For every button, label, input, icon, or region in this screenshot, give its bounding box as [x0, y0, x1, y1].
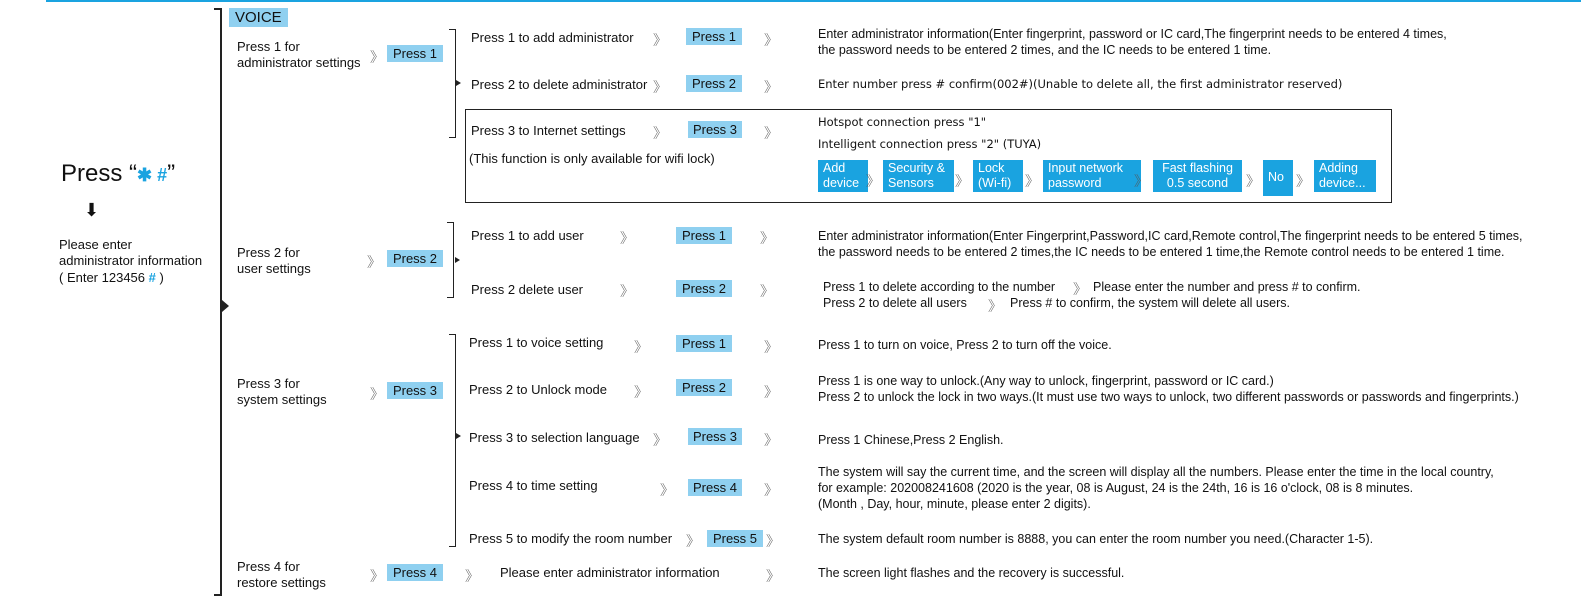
- step-input-password: Input network password: [1043, 160, 1141, 192]
- main-bracket-arrow-icon: [222, 300, 229, 312]
- user-add-desc1: Enter administrator information(Enter Fingerprint,Password,IC card,Remote control,The fingerprint needs to be entered 5 times,: [818, 229, 1523, 243]
- chevron-icon: 》: [465, 568, 476, 584]
- admin-add-desc1: Enter administrator information(Enter fingerprint, password or IC card,The fingerprint needs to be entered 4 times,: [818, 27, 1447, 41]
- chevron-icon: 》: [653, 32, 664, 48]
- chevron-icon: 》: [1025, 173, 1036, 189]
- step-security-sensors: Security & Sensors: [883, 160, 954, 192]
- system-time-press-button[interactable]: Press 4: [688, 479, 742, 496]
- chevron-icon: 》: [764, 432, 775, 448]
- admin-bracket-arrow-icon: [456, 80, 461, 86]
- group-user-press-button[interactable]: Press 2: [387, 250, 443, 267]
- enter-info-line3: ( Enter 123456 # ): [59, 270, 164, 285]
- user-delete-number-confirm: Please enter the number and press # to confirm.: [1093, 280, 1361, 294]
- user-bracket-arrow-icon: [455, 257, 460, 263]
- chevron-icon: 》: [764, 125, 775, 141]
- chevron-icon: 》: [764, 384, 775, 400]
- system-voice-label: Press 1 to voice setting: [469, 335, 604, 350]
- system-time-desc1: The system will say the current time, and the screen will display all the numbers. Please enter the time in the local country,: [818, 465, 1494, 479]
- admin-bracket-bottom: [449, 137, 456, 138]
- group-admin-label2: administrator settings: [237, 55, 361, 70]
- step-fast-flashing: Fast flashing 0.5 second: [1153, 160, 1242, 192]
- group-admin-press-button[interactable]: Press 1: [387, 45, 443, 62]
- user-add-desc2: the password needs to be entered 2 times,the IC needs to be entered 1 time,the Remote control needs to be entered 1 time.: [818, 245, 1505, 259]
- chevron-icon: 》: [620, 230, 631, 246]
- chevron-icon: 》: [370, 568, 381, 584]
- system-unlock-label: Press 2 to Unlock mode: [469, 382, 608, 397]
- admin-internet-label: Press 3 to Internet settings: [471, 123, 626, 138]
- enter-info-line1: Please enter: [59, 237, 132, 252]
- top-border: [46, 0, 1581, 2]
- main-bracket-top: [214, 8, 222, 10]
- user-bracket-top: [447, 222, 454, 223]
- chevron-icon: 》: [1246, 173, 1257, 189]
- chevron-icon: 》: [370, 386, 381, 402]
- chevron-icon: 》: [370, 49, 381, 65]
- user-delete-number-text: Press 1 to delete according to the number: [823, 280, 1056, 294]
- system-voice-desc: Press 1 to turn on voice, Press 2 to turn off the voice.: [818, 338, 1112, 352]
- chevron-icon: 》: [955, 173, 966, 189]
- system-unlock-desc2: Press 2 to unlock the lock in two ways.(It must use two ways to unlock, two different passwords or passwords and fingerprints.): [818, 390, 1519, 404]
- voice-label: VOICE: [229, 8, 288, 27]
- admin-add-press-button[interactable]: Press 1: [686, 28, 742, 45]
- system-bracket-vertical: [455, 334, 456, 547]
- system-bracket-top: [449, 334, 456, 335]
- hotspot-connection-text: Hotspot connection press "1": [818, 115, 987, 129]
- group-system-press-button[interactable]: Press 3: [387, 382, 443, 399]
- system-language-press-button[interactable]: Press 3: [688, 428, 742, 445]
- group-system-label1: Press 3 for: [237, 376, 300, 391]
- step-adding-device: Adding device...: [1314, 160, 1376, 192]
- restore-desc: The screen light flashes and the recovery is successful.: [818, 566, 1125, 580]
- user-delete-all-text: Press 2 to delete all users: [823, 296, 967, 310]
- chevron-icon: 》: [653, 432, 664, 448]
- group-admin-label1: Press 1 for: [237, 39, 300, 54]
- chevron-icon: 》: [764, 79, 775, 95]
- wifi-only-note: (This function is only available for wifi lock): [469, 151, 715, 166]
- down-arrow-icon: ⬇: [84, 200, 100, 220]
- system-language-desc: Press 1 Chinese,Press 2 English.: [818, 433, 1004, 447]
- group-user-label2: user settings: [237, 261, 311, 276]
- system-language-label: Press 3 to selection language: [469, 430, 640, 445]
- chevron-icon: 》: [634, 339, 645, 355]
- system-room-label: Press 5 to modify the room number: [469, 531, 673, 546]
- system-room-desc: The system default room number is 8888, you can enter the room number you need.(Character 1-5).: [818, 532, 1374, 546]
- admin-add-desc2: the password needs to be entered 2 times, and the IC needs to be entered 1 time.: [818, 43, 1272, 57]
- group-restore-press-button[interactable]: Press 4: [387, 564, 443, 581]
- user-bracket-vertical: [453, 222, 454, 298]
- chevron-icon: 》: [764, 482, 775, 498]
- group-user-label1: Press 2 for: [237, 245, 300, 260]
- chevron-icon: 》: [866, 173, 877, 189]
- chevron-icon: 》: [766, 533, 777, 549]
- chevron-icon: 》: [653, 125, 664, 141]
- system-unlock-press-button[interactable]: Press 2: [676, 379, 732, 396]
- system-voice-press-button[interactable]: Press 1: [676, 335, 732, 352]
- user-delete-all-confirm: Press # to confirm, the system will delete all users.: [1010, 296, 1290, 310]
- system-room-press-button[interactable]: Press 5: [707, 530, 763, 547]
- admin-delete-desc: Enter number press # confirm(002#)(Unable to delete all, the first administrator reserved): [818, 77, 1343, 91]
- enter-info-line2: administrator information: [59, 253, 203, 268]
- chevron-icon: 》: [367, 254, 378, 270]
- chevron-icon: 》: [653, 79, 664, 95]
- chevron-icon: 》: [760, 283, 771, 299]
- chevron-icon: 》: [620, 283, 631, 299]
- user-delete-label: Press 2 delete user: [471, 282, 584, 297]
- group-system-label2: system settings: [237, 392, 327, 407]
- system-time-label: Press 4 to time setting: [469, 478, 598, 493]
- chevron-icon: 》: [760, 230, 771, 246]
- chevron-icon: 》: [766, 568, 777, 584]
- group-restore-label1: Press 4 for: [237, 559, 300, 574]
- admin-add-label: Press 1 to add administrator: [471, 30, 634, 45]
- system-bracket-bottom: [449, 546, 456, 547]
- system-unlock-desc1: Press 1 is one way to unlock.(Any way to unlock, fingerprint, password or IC card.): [818, 374, 1274, 388]
- admin-delete-label: Press 2 to delete administrator: [471, 77, 648, 92]
- step-add-device: Add device: [818, 160, 868, 192]
- chevron-icon: 》: [634, 384, 645, 400]
- user-add-label: Press 1 to add user: [471, 228, 584, 243]
- step-no: No: [1263, 160, 1293, 196]
- main-bracket-bottom: [214, 594, 222, 596]
- user-bracket-bottom: [447, 297, 454, 298]
- user-delete-press-button[interactable]: Press 2: [676, 280, 732, 297]
- admin-bracket-top: [449, 29, 456, 30]
- chevron-icon: 》: [764, 32, 775, 48]
- step-lock-wifi: Lock (Wi-fi): [973, 160, 1023, 192]
- chevron-icon: 》: [1296, 173, 1307, 189]
- chevron-icon: 》: [764, 339, 775, 355]
- group-restore-label2: restore settings: [237, 575, 326, 590]
- star-hash-symbols: ✱ #: [137, 165, 168, 185]
- chevron-icon: 》: [988, 298, 999, 314]
- restore-admin-info-label: Please enter administrator information: [500, 565, 720, 580]
- system-time-desc3: (Month , Day, hour, minute, please enter 2 digits).: [818, 497, 1091, 511]
- chevron-icon: 》: [1073, 281, 1084, 297]
- system-time-desc2: for example: 202008241608 (2020 is the year, 08 is August, 24 is the 24th, 16 is 16 o'clock, 08 is 8 minutes.: [818, 481, 1414, 495]
- intelligent-connection-text: Intelligent connection press "2" (TUYA): [818, 137, 1042, 151]
- chevron-icon: 》: [1134, 173, 1145, 189]
- user-add-press-button[interactable]: Press 1: [676, 227, 732, 244]
- admin-internet-press-button[interactable]: Press 3: [688, 121, 742, 138]
- press-star-hash-title: Press “✱ #”: [61, 160, 176, 187]
- chevron-icon: 》: [686, 533, 697, 549]
- chevron-icon: 》: [660, 482, 671, 498]
- admin-delete-press-button[interactable]: Press 2: [686, 75, 742, 92]
- system-bracket-arrow-icon: [456, 433, 461, 439]
